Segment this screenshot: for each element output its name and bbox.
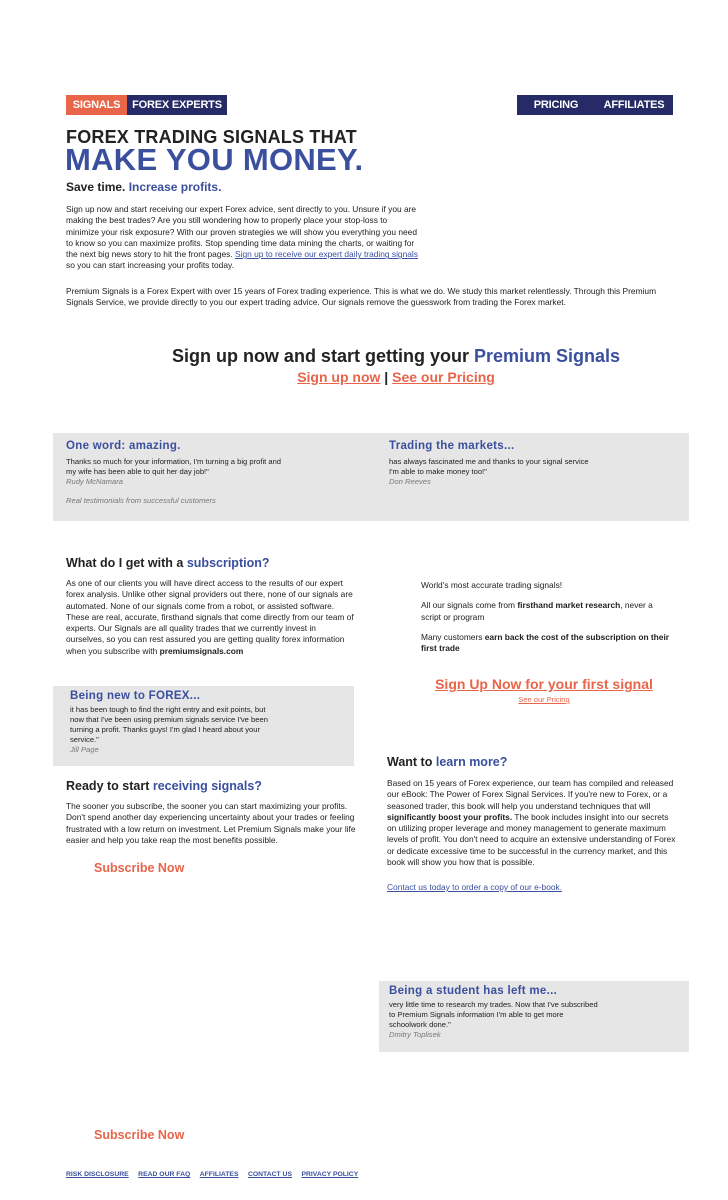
footer-contact[interactable]: CONTACT US	[247, 1171, 293, 1178]
hero-paragraph-1	[66, 204, 422, 272]
footer-risk-disclosure[interactable]: RISK DISCLOSURE	[66, 1171, 129, 1178]
testimonial-author: Rudy McNamara	[66, 477, 123, 486]
quote-author: Jill Page	[70, 745, 99, 754]
ready-heading	[66, 779, 262, 793]
feature-item-2-bold: firsthand market research	[517, 600, 621, 611]
footer-links	[66, 1163, 363, 1181]
feature-item-2-prefix: All our signals come from	[421, 600, 516, 611]
subscription-heading-highlight: subscription?	[186, 556, 270, 570]
cta-links	[0, 369, 728, 385]
feature-item-3	[421, 632, 671, 655]
testimonial-author: Don Reeves	[389, 477, 431, 486]
subscription-site: premiumsignals.com	[159, 645, 244, 656]
quote-title: Being a student has left me...	[389, 985, 558, 997]
learn-text	[387, 778, 677, 868]
quote-student	[389, 985, 601, 1040]
testimonial-text: has always fascinated me and thanks to your signal service I'm able to make money too!"	[389, 457, 589, 476]
cta-headline-highlight: Premium Signals	[473, 346, 621, 366]
nav-affiliates[interactable]: AFFILIATES	[595, 95, 673, 115]
subscription-heading	[66, 556, 270, 570]
feature-item-2	[421, 600, 671, 623]
footer-privacy[interactable]: PRIVACY POLICY	[301, 1171, 359, 1178]
cta-headline	[0, 346, 728, 367]
features-list	[421, 580, 671, 654]
ready-heading-highlight: receiving signals?	[152, 779, 262, 793]
learn-heading	[387, 755, 507, 769]
hero-title-line1: FOREX TRADING SIGNALS THAT	[66, 127, 357, 147]
testimonials-footnote: Real testimonials from successful customers	[66, 496, 216, 505]
hero-para1-tail: so you can start increasing your profits today.	[66, 260, 234, 271]
cta-headline-text: Sign up now and start getting your	[171, 346, 469, 366]
learn-text-a: Based on 15 years of Forex experience, our team has compiled and released our eBook: The Power of Forex Signal Services. If you're new to Forex, or a seasoned trader, this book will help you understand techniques that will	[387, 778, 674, 811]
tagline-prefix: Save time.	[66, 180, 126, 194]
ready-text: The sooner you subscribe, the sooner you can start maximizing your profits. Don't spend another day experiencing uncertainty about your trades or feeling frustrated with a low return on investment. Let Premium Signals make your life easier and help you take reap the most benefits possible.	[66, 801, 356, 845]
cta-separator: |	[384, 369, 389, 385]
feature-item-3-prefix: Many customers	[421, 631, 483, 642]
subscribe-now-button[interactable]: Subscribe Now	[94, 861, 185, 875]
feature-item-1: World's most accurate trading signals!	[421, 580, 563, 590]
subscription-heading-prefix: What do I get with a	[66, 556, 184, 570]
quote-forex	[70, 690, 280, 755]
nav-pricing[interactable]: PRICING	[517, 95, 595, 115]
quote-text: very little time to research my trades. Now that I've subscribed to Premium Signals information I'm able to get more schoolwork done."	[389, 1000, 598, 1029]
cta-signup-link[interactable]: Sign up now	[297, 369, 381, 385]
footer-affiliates[interactable]: AFFILIATES	[199, 1171, 239, 1178]
cta-pricing-link[interactable]: See our Pricing	[392, 369, 495, 385]
feature-item-2-suffix: , never a script or program	[421, 600, 653, 622]
learn-text-b: The book includes insight into our secrets on utilizing proper leverage and money management to generate maximum levels of profit. You don't need to acquire an extensive understanding of Forex or dedicate excessive time to be successful in the currency market, and this book will show you how that is possible.	[387, 811, 676, 868]
quote-author: Dmitry Toplisek	[389, 1030, 441, 1039]
features-pricing-link[interactable]: See our Pricing	[518, 695, 570, 704]
subscription-text	[66, 578, 354, 657]
footer-faq[interactable]: READ OUR FAQ	[138, 1171, 191, 1178]
ready-heading-prefix: Ready to start	[66, 779, 150, 793]
feature-item-3-bold: earn back the cost of the subscription on their first trade	[421, 631, 670, 654]
ebook-contact-link[interactable]: Contact us today to order a copy of our e-book.	[387, 882, 563, 892]
hero-para1-text: Sign up now and start receiving our expert Forex advice, sent directly to you. Unsure if you are making the best trades? Are you still wondering how to properly place your stop-loss to minimize your risk exposure? With our proven strategies we will show you everything you need to know so you can maximize profits. Stop spending time data mining the charts, or waiting for the next big news story to hit the front pages.	[66, 204, 417, 260]
testimonial-title: Trading the markets...	[389, 440, 515, 452]
hero-title-line2: MAKE YOU MONEY.	[65, 142, 364, 177]
testimonial-amazing	[66, 440, 286, 487]
hero-signup-link[interactable]: Sign up to receive our expert daily trading signals	[235, 249, 418, 260]
quote-text: it has been tough to find the right entry and exit points, but now that I've been using premium signals service I've been turning a profit. Thanks guys! I'm glad I heard about your service."	[70, 705, 268, 744]
quote-title: Being new to FOREX...	[70, 690, 201, 702]
learn-heading-prefix: Want to	[387, 755, 433, 769]
hero-tagline	[66, 180, 221, 194]
testimonial-text: Thanks so much for your information, I'm turning a big profit and my wife has been able to quit her day job!"	[66, 457, 282, 476]
tagline-highlight: Increase profits.	[128, 180, 222, 194]
subscription-paragraph: As one of our clients you will have direct access to the results of our expert forex analysis. Unlike other signal providers out there, none of our signals are automated. None of our signals come from a robot, or assisted software. These are real, accurate, firsthand signals that come directly from our team of experts. Our Signals are all quality trades that we currently invest in ourselves, so you can rest assured you are getting quality forex information when you subscribe with	[66, 578, 354, 656]
learn-text-bold: significantly boost your profits.	[387, 811, 513, 822]
learn-heading-highlight: learn more?	[435, 755, 508, 769]
hero-paragraph-2: Premium Signals is a Forex Expert with over 15 years of Forex trading experience. This is what we do. We study this market relentlessly. Through this Premium Signals Service, we provide directly to you our expert trading advice. Our signals remove the guesswork from trading the Forex market.	[66, 286, 657, 308]
subscribe-now-bottom-button[interactable]: Subscribe Now	[94, 1128, 185, 1142]
testimonial-title: One word: amazing.	[66, 440, 181, 452]
testimonial-trading	[389, 440, 599, 487]
nav-forex-experts[interactable]: FOREX EXPERTS	[127, 95, 227, 115]
features-signup-button[interactable]: Sign Up Now for your first signal	[435, 676, 653, 692]
nav-signals[interactable]: SIGNALS	[66, 95, 127, 115]
